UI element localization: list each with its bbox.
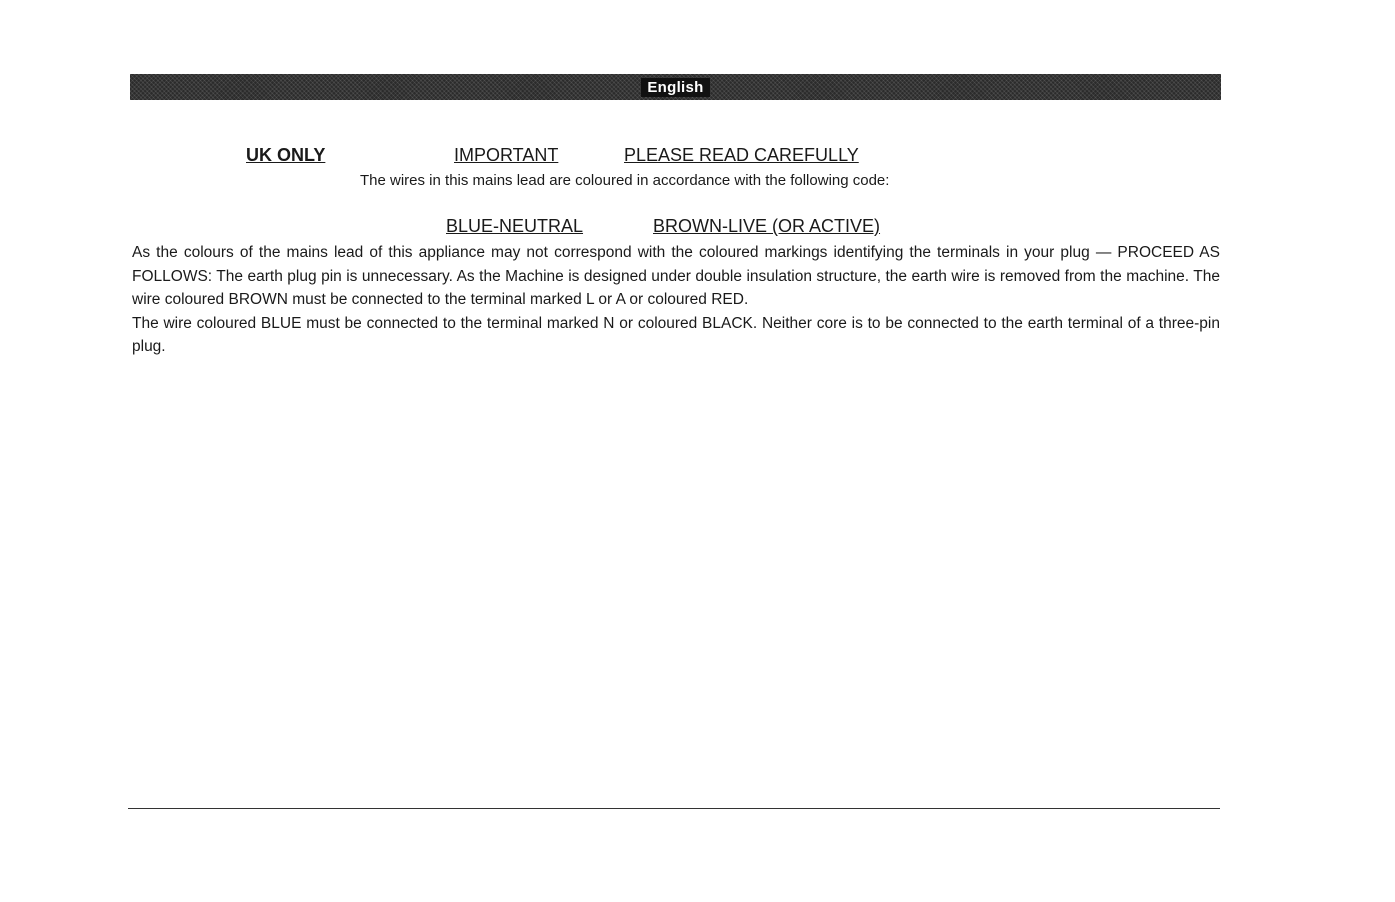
- brown-live-label: BROWN-LIVE (OR ACTIVE): [653, 216, 881, 236]
- blue-neutral-label: BLUE-NEUTRAL: [446, 216, 584, 236]
- uk-only-heading: UK ONLY: [246, 145, 326, 165]
- bottom-divider: [128, 808, 1220, 809]
- language-header-bar: [130, 74, 1221, 100]
- wires-code-intro: The wires in this mains lead are coloured in accordance with the following code:: [360, 172, 890, 189]
- language-label: English: [641, 78, 709, 97]
- instructions-body: [132, 241, 1220, 359]
- instructions-paragraph-2: The wire coloured BLUE must be connected to the terminal marked N or coloured BLACK. Neither core is to be connected to the earth terminal of a three-pin plug.: [132, 314, 1220, 355]
- instructions-paragraph-1: As the colours of the mains lead of this appliance may not correspond with the coloured markings identifying the terminals in your plug — PROCEED AS FOLLOWS: The earth plug pin is unnecessary. As the Machine is designed under double insulation structure, the earth wire is removed from the machine. The wire coloured BROWN must be connected to the terminal marked L or A or coloured RED.: [132, 244, 1220, 308]
- please-read-heading: PLEASE READ CAREFULLY: [624, 145, 859, 165]
- important-heading: IMPORTANT: [454, 145, 559, 165]
